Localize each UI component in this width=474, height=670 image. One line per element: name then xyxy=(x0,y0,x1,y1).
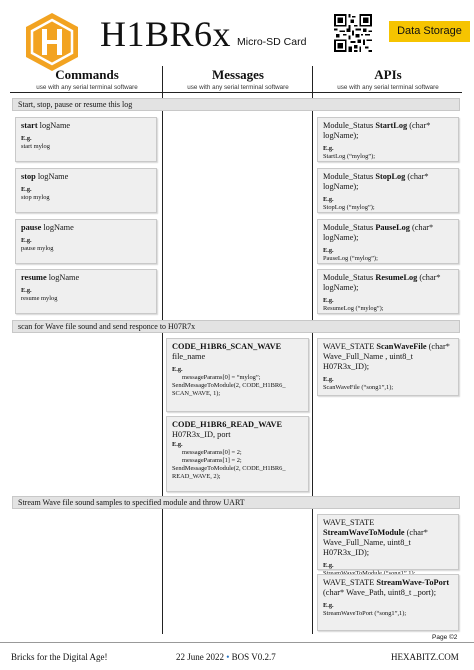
message-code: CODE_H1BR6_READ_WAVE xyxy=(172,420,283,429)
section-scan-wave: scan for Wave file sound and send responce to H07R7x xyxy=(12,320,460,333)
example-text: start mylog xyxy=(21,143,50,150)
example-line: messageParams[1] = 2; xyxy=(182,457,242,464)
api-signature: WAVE_STATE StreamWave-ToPort (char* Wave_Path, uint8_t _port); xyxy=(323,578,450,597)
footer-date: 22 June 2022 xyxy=(176,652,224,662)
page-number: Page ©2 xyxy=(432,634,458,641)
example-text: StopLog (“mylog”); xyxy=(323,204,375,211)
api-card-resumelog xyxy=(317,269,459,314)
messages-subtitle: use with any serial terminal software xyxy=(187,84,289,91)
example-label: E.g. xyxy=(21,135,32,142)
message-card-scan-wave xyxy=(166,338,309,412)
command-syntax: resume logName xyxy=(21,273,80,282)
api-signature: Module_Status StopLog (char* logName); xyxy=(323,172,429,191)
footer-divider xyxy=(0,642,474,643)
example-label: E.g. xyxy=(21,287,32,294)
example-label: E.g. xyxy=(323,562,334,569)
commands-subtitle: use with any serial terminal software xyxy=(36,84,138,91)
command-syntax: stop logName xyxy=(21,172,69,181)
api-signature: Module_Status PauseLog (char* logName); xyxy=(323,223,434,242)
example-text: stop mylog xyxy=(21,194,50,201)
api-signature: WAVE_STATE ScanWaveFile (char* Wave_Full_Name , uint8_t H07R3x_ID); xyxy=(323,342,450,371)
column-divider-2 xyxy=(312,66,313,634)
example-line: READ_WAVE, 2); xyxy=(172,473,221,480)
qr-code-icon xyxy=(334,14,372,52)
section-stream-wave: Stream Wave file sound samples to specified module and throw UART xyxy=(12,496,460,509)
example-line: SendMessageToModule(2, CODE_H1BR6_ xyxy=(172,465,286,472)
column-divider-1 xyxy=(162,66,163,634)
example-label: E.g. xyxy=(21,237,32,244)
apis-column-header xyxy=(313,67,463,92)
api-card-streamwavetomodule xyxy=(317,514,459,570)
example-label: E.g. xyxy=(323,602,334,609)
footer-version: BOS V0.2.7 xyxy=(231,652,276,662)
example-line: SendMessageToModule(2, CODE_H1BR6_ xyxy=(172,382,286,389)
category-badge: Data Storage xyxy=(389,21,470,42)
example-line: SCAN_WAVE, 1); xyxy=(172,390,221,397)
footer-release xyxy=(176,651,276,663)
example-text: StartLog (“mylog”); xyxy=(323,153,375,160)
commands-title: Commands xyxy=(55,67,119,82)
example-label: E.g. xyxy=(323,247,334,254)
command-card-start xyxy=(15,117,157,162)
example-label: E.g. xyxy=(172,366,183,373)
messages-title: Messages xyxy=(212,67,264,82)
api-signature: Module_Status ResumeLog (char* logName); xyxy=(323,273,441,292)
api-signature: Module_Status StartLog (char* logName); xyxy=(323,121,431,140)
message-arg: file_name xyxy=(172,352,206,361)
api-card-startlog xyxy=(317,117,459,162)
example-label: E.g. xyxy=(21,186,32,193)
example-text: PauseLog (“mylog”); xyxy=(323,255,378,262)
example-line: messageParams[0] = 2; xyxy=(182,449,242,456)
commands-column-header xyxy=(12,67,162,92)
api-signature: WAVE_STATE StreamWaveToModule (char* Wave_Full_Name, uint8_t H07R3x_ID); xyxy=(323,518,428,557)
api-card-pauselog xyxy=(317,219,459,264)
footer-bullet: • xyxy=(226,652,230,662)
example-label: E.g. xyxy=(323,376,334,383)
apis-subtitle: use with any serial terminal software xyxy=(337,84,439,91)
api-card-stoplog xyxy=(317,168,459,213)
command-syntax: start logName xyxy=(21,121,71,130)
example-label: E.g. xyxy=(323,297,334,304)
example-text: StreamWaveToPort (“song1”,1); xyxy=(323,610,407,617)
example-label: E.g. xyxy=(172,441,183,448)
command-syntax: pause logName xyxy=(21,223,74,232)
command-card-stop xyxy=(15,168,157,213)
message-card-read-wave xyxy=(166,416,309,492)
message-code: CODE_H1BR6_SCAN_WAVE xyxy=(172,342,282,351)
example-text: ResumeLog (“mylog”); xyxy=(323,305,384,312)
command-card-resume xyxy=(15,269,157,314)
api-card-streamwavetoport xyxy=(317,574,459,631)
messages-column-header xyxy=(163,67,313,92)
example-line: messageParams[0] = “mylog”; xyxy=(182,374,261,381)
example-text: pause mylog xyxy=(21,245,54,252)
module-title: H1BR6x xyxy=(100,14,232,54)
header-divider xyxy=(10,92,462,93)
apis-title: APIs xyxy=(374,67,402,82)
hexabitz-logo-icon xyxy=(21,11,83,73)
example-label: E.g. xyxy=(323,196,334,203)
message-arg: H07R3x_ID, port xyxy=(172,430,231,439)
command-card-pause xyxy=(15,219,157,264)
footer-slogan: Bricks for the Digital Age! xyxy=(11,652,108,662)
example-text: ScanWaveFile (“song1”,1); xyxy=(323,384,394,391)
section-log-control: Start, stop, pause or resume this log xyxy=(12,98,460,111)
api-card-scanwavefile xyxy=(317,338,459,396)
module-subtitle: Micro-SD Card xyxy=(237,36,307,48)
footer-website: HEXABITZ.COM xyxy=(391,652,459,662)
example-label: E.g. xyxy=(323,145,334,152)
example-text: resume mylog xyxy=(21,295,58,302)
